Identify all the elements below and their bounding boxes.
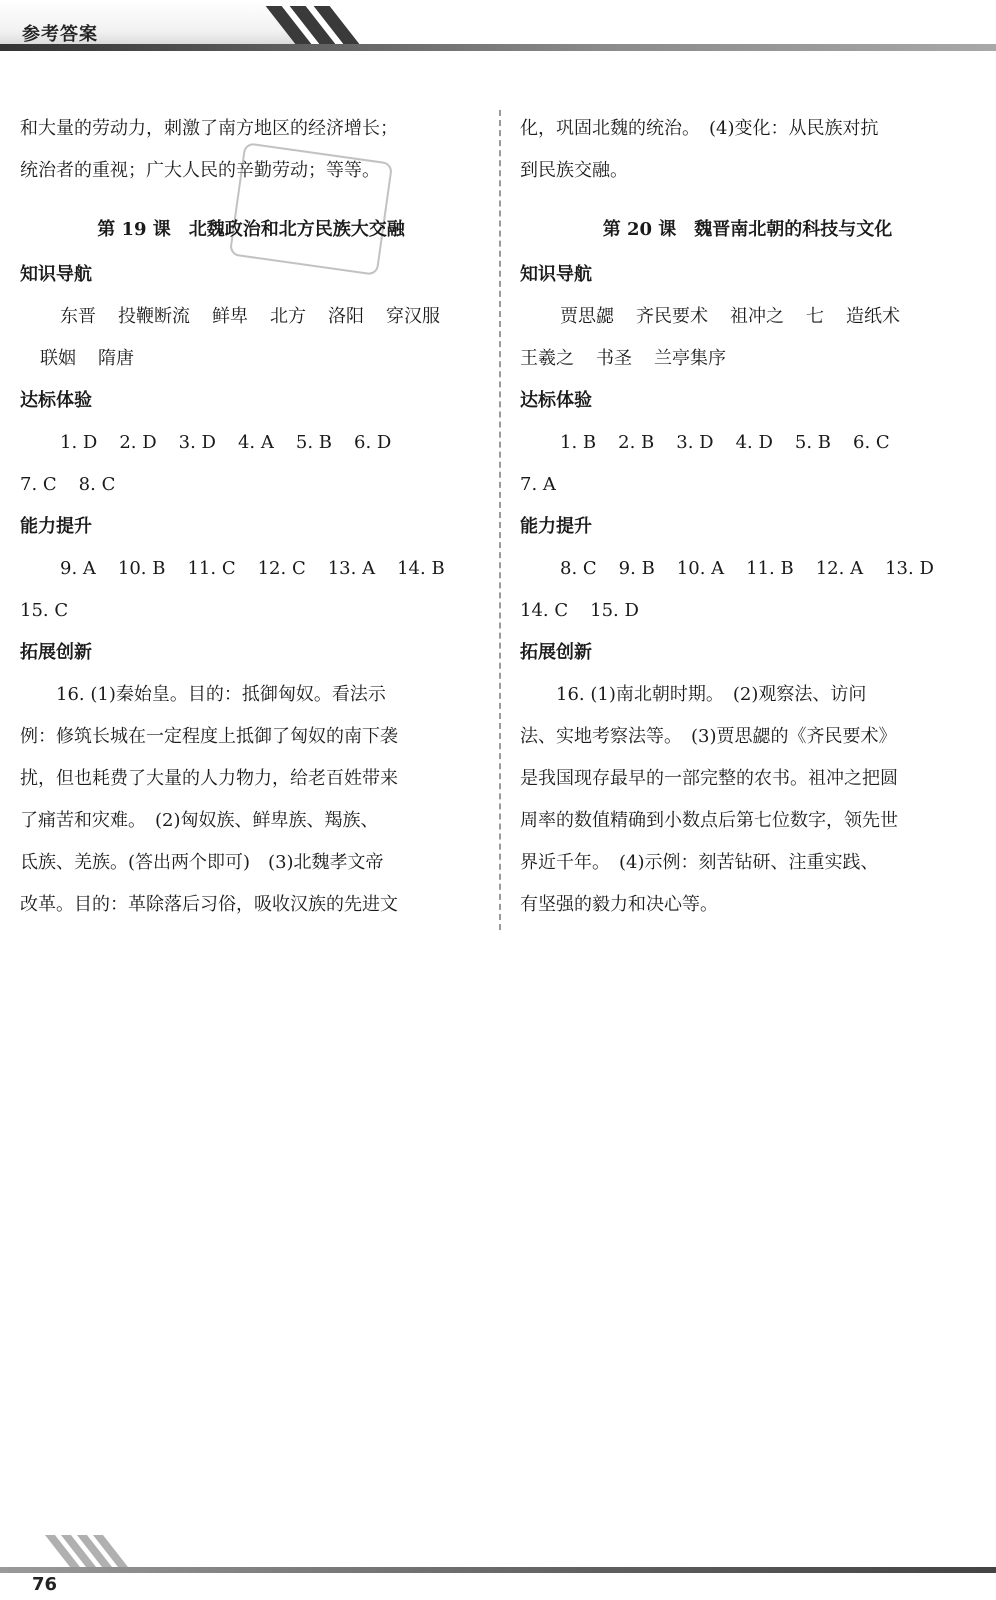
right-expand-line: 界近千年。 (4)示例：刻苦钻研、注重实践、 bbox=[520, 852, 879, 873]
answer: 10. B bbox=[117, 558, 166, 579]
right-expand-line: 16. (1)南北朝时期。 (2)观察法、访问 bbox=[556, 684, 867, 705]
right-check-row2 bbox=[520, 464, 975, 506]
answer: 5. B bbox=[794, 432, 832, 453]
left-expand-line: 16. (1)秦始皇。目的：抵御匈奴。看法示 bbox=[56, 684, 386, 705]
right-ability-heading: 能力提升 bbox=[520, 516, 592, 537]
answer: 14. C bbox=[520, 600, 569, 621]
answer: 9. B bbox=[618, 558, 655, 579]
answer: 6. C bbox=[853, 432, 890, 453]
answer: 3. D bbox=[676, 432, 714, 453]
right-nav-heading: 知识导航 bbox=[520, 264, 592, 285]
left-nav-row1 bbox=[20, 296, 482, 338]
nav-term: 书圣 bbox=[596, 348, 632, 369]
right-expand-line: 有坚强的毅力和决心等。 bbox=[520, 894, 718, 915]
header-label: 参考答案 bbox=[22, 24, 98, 45]
left-ability-row1 bbox=[20, 548, 482, 590]
answer: 2. D bbox=[119, 432, 157, 453]
right-expand-line: 是我国现存最早的一部完整的农书。祖冲之把圆 bbox=[520, 768, 898, 789]
nav-term: 联姻 bbox=[40, 348, 76, 369]
nav-term: 隋唐 bbox=[98, 348, 134, 369]
answer: 14. B bbox=[397, 558, 445, 579]
answer: 12. C bbox=[257, 558, 306, 579]
right-check-row1 bbox=[520, 422, 975, 464]
answer: 13. A bbox=[327, 558, 376, 579]
answer: 7. A bbox=[520, 474, 556, 495]
right-check-heading: 达标体验 bbox=[520, 390, 592, 411]
nav-term: 北方 bbox=[270, 306, 306, 327]
right-column bbox=[520, 108, 975, 926]
answer: 8. C bbox=[560, 558, 597, 579]
answer: 11. B bbox=[746, 558, 794, 579]
answer: 4. D bbox=[735, 432, 773, 453]
footer-stripes bbox=[70, 1535, 200, 1567]
nav-term: 齐民要术 bbox=[636, 306, 708, 327]
left-check-row1 bbox=[20, 422, 482, 464]
left-continuation-line: 统治者的重视；广大人民的辛勤劳动；等等。 bbox=[20, 160, 380, 181]
nav-term: 鲜卑 bbox=[212, 306, 248, 327]
nav-term: 投鞭断流 bbox=[118, 306, 190, 327]
answer: 6. D bbox=[354, 432, 392, 453]
left-expand-line: 了痛苦和灾难。 (2)匈奴族、鲜卑族、羯族、 bbox=[20, 810, 379, 831]
left-expand-line: 扰，但也耗费了大量的人力物力，给老百姓带来 bbox=[20, 768, 398, 789]
left-continuation-line: 和大量的劳动力，刺激了南方地区的经济增长； bbox=[20, 118, 398, 139]
left-expand-heading: 拓展创新 bbox=[20, 642, 92, 663]
left-nav-heading: 知识导航 bbox=[20, 264, 92, 285]
answer: 12. A bbox=[815, 558, 864, 579]
left-nav-row2 bbox=[20, 338, 482, 380]
left-ability-row2 bbox=[20, 590, 482, 632]
answer: 15. D bbox=[590, 600, 639, 621]
lesson-19-title: 第 19 课 北魏政治和北方民族大交融 bbox=[97, 219, 405, 240]
nav-term: 洛阳 bbox=[328, 306, 364, 327]
left-column bbox=[20, 108, 482, 926]
answer: 7. C bbox=[20, 474, 57, 495]
right-expand-line: 法、实地考察法等。 (3)贾思勰的《齐民要术》 bbox=[520, 726, 897, 747]
right-nav-row2 bbox=[520, 338, 975, 380]
nav-term: 穿汉服 bbox=[386, 306, 440, 327]
lesson-20-title: 第 20 课 魏晋南北朝的科技与文化 bbox=[602, 219, 893, 240]
nav-term: 造纸术 bbox=[846, 306, 900, 327]
left-check-row2 bbox=[20, 464, 482, 506]
column-divider bbox=[499, 110, 501, 930]
answer: 15. C bbox=[20, 600, 69, 621]
answer: 10. A bbox=[676, 558, 725, 579]
nav-term: 贾思勰 bbox=[560, 306, 614, 327]
right-ability-row1 bbox=[520, 548, 975, 590]
right-expand-line: 周率的数值精确到小数点后第七位数字，领先世 bbox=[520, 810, 898, 831]
nav-term: 祖冲之 bbox=[730, 306, 784, 327]
footer-bar bbox=[0, 1567, 996, 1573]
page-header bbox=[0, 0, 996, 52]
header-bar bbox=[0, 44, 996, 51]
right-continuation-line: 化，巩固北魏的统治。 (4)变化：从民族对抗 bbox=[520, 118, 879, 139]
answer: 1. B bbox=[560, 432, 597, 453]
page-number: 76 bbox=[32, 1574, 58, 1595]
answer: 1. D bbox=[60, 432, 98, 453]
left-expand-line: 氐族、羌族。(答出两个即可) (3)北魏孝文帝 bbox=[20, 852, 384, 873]
left-check-heading: 达标体验 bbox=[20, 390, 92, 411]
answer: 13. D bbox=[885, 558, 934, 579]
answer: 2. B bbox=[618, 432, 655, 453]
nav-term: 兰亭集序 bbox=[654, 348, 726, 369]
nav-term: 东晋 bbox=[60, 306, 96, 327]
right-continuation-line: 到民族交融。 bbox=[520, 160, 628, 181]
nav-term: 七 bbox=[806, 306, 824, 327]
right-nav-row1 bbox=[520, 296, 975, 338]
right-ability-row2 bbox=[520, 590, 975, 632]
left-expand-line: 改革。目的：革除落后习俗，吸收汉族的先进文 bbox=[20, 894, 398, 915]
answer: 4. A bbox=[237, 432, 274, 453]
answer: 9. A bbox=[60, 558, 96, 579]
nav-term: 王羲之 bbox=[520, 348, 574, 369]
right-expand-heading: 拓展创新 bbox=[520, 642, 592, 663]
left-ability-heading: 能力提升 bbox=[20, 516, 92, 537]
answer: 11. C bbox=[187, 558, 236, 579]
answer: 3. D bbox=[178, 432, 216, 453]
answer: 5. B bbox=[295, 432, 333, 453]
left-expand-line: 例：修筑长城在一定程度上抵御了匈奴的南下袭 bbox=[20, 726, 398, 747]
answer: 8. C bbox=[78, 474, 116, 495]
